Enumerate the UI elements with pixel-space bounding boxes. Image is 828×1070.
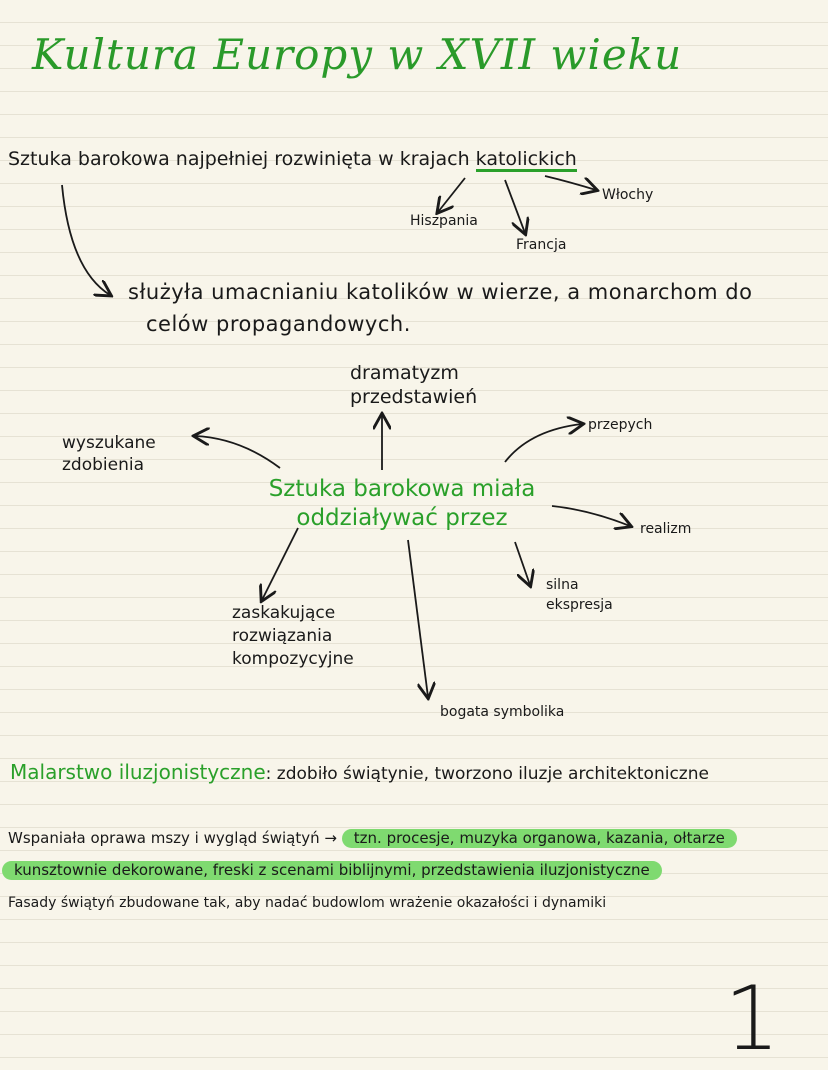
mindmap-right: realizm: [640, 521, 692, 537]
intro-highlight: katolickich: [475, 148, 577, 170]
illusionism-text: : zdobiło świątynie, tworzono iluzje architektoniczne: [265, 764, 709, 784]
intro-text: Sztuka barokowa najpełniej rozwinięta w krajach: [8, 148, 470, 170]
arrow-italy: [545, 176, 596, 190]
illusionism-label: Malarstwo iluzjonistyczne: [10, 760, 266, 784]
splendor-line-3: Fasady świątyń zbudowane tak, aby nadać budowlom wrażenie okazałości i dynamiki: [8, 895, 607, 911]
splendor-line-2: [2, 861, 662, 880]
mindmap-top: dramatyzm przedstawień: [350, 362, 478, 408]
country-spain: Hiszpania: [410, 213, 478, 229]
splendor-line1-highlight: tzn. procesje, muzyka organowa, kazania, ołtarze: [342, 829, 737, 848]
arrow-bottom: [408, 540, 428, 697]
mindmap-center: Sztuka barokowa miała oddziaływać przez: [268, 476, 536, 531]
mindmap-left: wyszukane zdobienia: [62, 433, 156, 476]
arrow-spain: [438, 178, 465, 212]
arrow-right-low: [515, 542, 530, 585]
arrow-right: [552, 506, 630, 526]
served-line-1: służyła umacnianiu katolików w wierze, a monarchom do: [128, 280, 753, 304]
splendor-line1-text: Wspaniała oprawa mszy i wygląd świątyń →: [8, 829, 337, 847]
country-italy: Włochy: [602, 187, 654, 203]
arrow-top-right: [505, 424, 582, 462]
mindmap-top-right: przepych: [588, 417, 653, 433]
page-number: 1: [724, 967, 780, 1070]
served-line-2: celów propagandowych.: [146, 312, 411, 336]
mindmap-left-low: zaskakujące rozwiązania kompozycyjne: [232, 603, 354, 669]
arrow-to-served: [62, 185, 110, 295]
mindmap-bottom: bogata symbolika: [440, 704, 565, 720]
arrow-left: [195, 436, 280, 468]
mindmap-right-low: silna ekspresja: [546, 577, 613, 613]
page-title: Kultura Europy w XVII wieku: [32, 30, 683, 79]
illusionism-line: [10, 762, 709, 783]
splendor-line-1: [8, 829, 737, 848]
arrow-left-low: [262, 528, 298, 600]
arrow-france: [505, 180, 525, 233]
country-france: Francja: [516, 237, 567, 253]
splendor-line2-highlight: kunsztownie dekorowane, freski z scenami biblijnymi, przedstawienia iluzjonistyczne: [2, 861, 662, 880]
